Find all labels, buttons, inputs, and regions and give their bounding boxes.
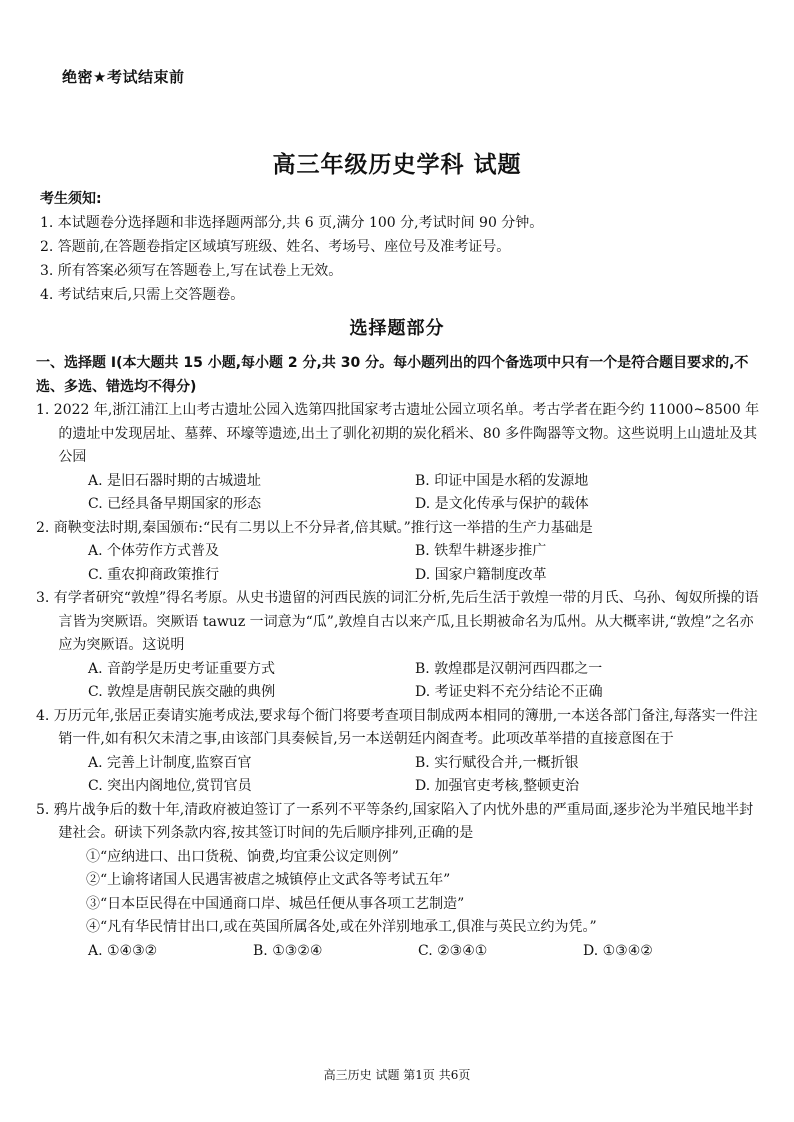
- option-a: A. 音韵学是历史考证重要方式: [88, 660, 276, 677]
- exam-notice: [40, 187, 760, 307]
- notice-item: 4. 考试结束后,只需上交答题卷。: [40, 287, 245, 303]
- question-2: [36, 517, 760, 588]
- option-d: D. 是文化传承与保护的载体: [415, 496, 589, 512]
- clause-item: ①“应纳进口、出口货税、饷费,均宜秉公议定则例”: [86, 848, 399, 865]
- options: [36, 540, 760, 587]
- option-d: D. ①③④②: [583, 942, 653, 959]
- notice-heading: 考生须知:: [40, 191, 102, 207]
- option-c: C. 突出内阁地位,赏罚官员: [88, 778, 252, 794]
- question-stem: 1. 2022 年,浙江浦江上山考古遗址公园入选第四批国家考古遗址公园立项名单。考古学者在距今约 11000~8500 年的遗址中发现居址、墓葬、环壕等遗迹,出土了驯化初期的炭化稻米、80 多件陶器等文物。这些说明上山遗址及其公园: [36, 402, 760, 465]
- page-title: 高三年级历史学科 试题: [272, 152, 522, 178]
- option-c: C. ②③④①: [418, 942, 488, 959]
- section-title: 选择题部分: [349, 318, 445, 339]
- question-stem: 5. 鸦片战争后的数十年,清政府被迫签订了一系列不平等条约,国家陷入了内忧外患的严重局面,逐步沦为半殖民地半封建社会。研读下列条款内容,按其签订时间的先后顺序排列,正确的是: [36, 801, 754, 841]
- options: [36, 470, 760, 517]
- options: [36, 752, 760, 799]
- notice-item: 3. 所有答案必须写在答题卷上,写在试卷上无效。: [40, 263, 343, 279]
- clause-item: ④“凡有华民情甘出口,或在英国所属各处,或在外洋别地承工,俱准与英民立约为凭。”: [86, 919, 597, 935]
- notice-item: 2. 答题前,在答题卷指定区域填写班级、姓名、考场号、座位号及准考证号。: [40, 239, 511, 255]
- options: [36, 658, 760, 705]
- question-list: [36, 352, 760, 963]
- question-stem: 4. 万历元年,张居正奏请实施考成法,要求每个衙门将要考查项目制成两本相同的簿册,一本送各部门备注,每落实一件注销一件,如有积欠未清之事,由该部门具奏候旨,另一本送朝廷内阁查考。此项改革举措的直接意图在于: [36, 707, 758, 747]
- option-d: D. 考证史料不充分结论不正确: [415, 684, 603, 700]
- option-a: A. 是旧石器时期的古城遗址: [88, 472, 262, 489]
- option-b: B. 印证中国是水稻的发源地: [415, 472, 589, 489]
- clause-item: ②“上谕将诸国人民遇害被虐之城镇停止文武各等考试五年”: [86, 872, 451, 888]
- question-4: [36, 705, 760, 799]
- option-d: D. 加强官吏考核,整顿吏治: [415, 778, 580, 794]
- option-c: C. 重农抑商政策推行: [88, 566, 220, 583]
- question-stem: 3. 有学者研究“敦煌”得名考原。从史书遗留的河西民族的词汇分析,先后生活于敦煌一带的月氏、乌孙、匈奴所操的语言皆为突厥语。突厥语 tawuz 一词意为“瓜”,敦煌自古以来产瓜,且长期被命名为瓜州。从大概率讲,“敦煌”之名亦应为突厥语。这说明: [36, 590, 759, 653]
- option-b: B. 敦煌郡是汉朝河西四郡之一: [415, 660, 603, 677]
- question-5: [36, 799, 760, 964]
- option-c: C. 已经具备早期国家的形态: [88, 496, 262, 512]
- page-footer: 高三历史 试题 第1页 共6页: [323, 1068, 471, 1082]
- part-heading: 一、选择题 I(本大题共 15 小题,每小题 2 分,共 30 分。每小题列出的四个备选项中只有一个是符合题目要求的,不选、多选、错选均不得分): [36, 355, 749, 395]
- option-a: A. ①④③②: [88, 942, 158, 959]
- option-a: A. 个体劳作方式普及: [88, 543, 220, 559]
- option-c: C. 敦煌是唐朝民族交融的典例: [88, 684, 276, 700]
- question-3: [36, 587, 760, 705]
- notice-item: 1. 本试题卷分选择题和非选择题两部分,共 6 页,满分 100 分,考试时间 90 分钟。: [40, 215, 544, 231]
- question-stem: 2. 商鞅变法时期,秦国颁布:“民有二男以上不分异者,倍其赋。”推行这一举措的生产力基础是: [36, 519, 593, 536]
- options: [36, 940, 760, 964]
- option-a: A. 完善上计制度,监察百官: [88, 754, 252, 771]
- confidential-label: 绝密★考试结束前: [62, 68, 185, 86]
- option-d: D. 国家户籍制度改革: [415, 566, 547, 583]
- option-b: B. 实行赋役合并,一概折银: [415, 754, 579, 771]
- question-1: [36, 399, 760, 517]
- clause-item: ③“日本臣民得在中国通商口岸、城邑任便从事各项工艺制造”: [86, 895, 465, 912]
- option-b: B. ①③②④: [253, 942, 323, 959]
- option-b: B. 铁犁牛耕逐步推广: [415, 543, 547, 559]
